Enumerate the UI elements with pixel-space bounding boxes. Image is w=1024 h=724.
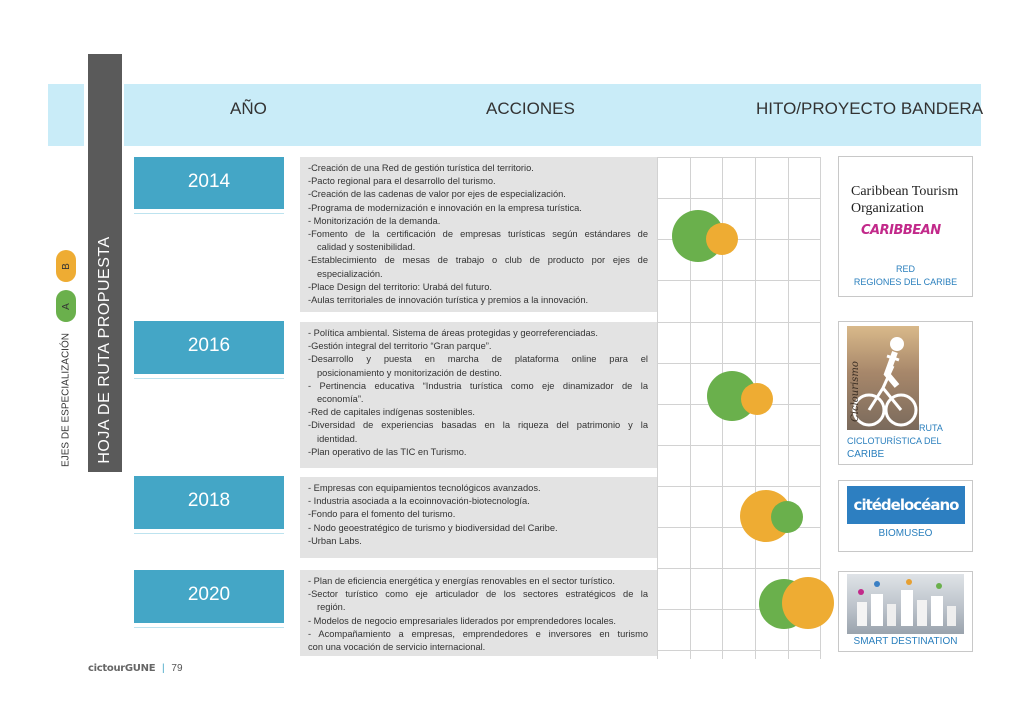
- cite-ocean-logo: citédelocéano: [847, 486, 965, 524]
- grid-hline: [657, 486, 820, 487]
- axis-b-badge: [56, 250, 76, 282]
- year-label: 2016: [187, 335, 231, 356]
- action-line: -Creación de una Red de gestión turística del territorio.: [308, 163, 534, 173]
- action-line: -Fondo para el fomento del turismo.: [308, 509, 456, 520]
- actions-2020: [300, 570, 657, 656]
- page-number: 79: [171, 663, 183, 674]
- action-line: - Política ambiental. Sistema de áreas protegidas y georreferenciadas.: [308, 328, 598, 338]
- action-line: - Empresas con equipamientos tecnológicos avanzados.: [308, 483, 541, 493]
- action-line: -Urban Labs.: [308, 535, 362, 546]
- action-line: - Plan de eficiencia energética y energías renovables en el sector turístico.: [308, 576, 615, 586]
- header-actions: ACCIONES: [486, 99, 575, 118]
- axis-b-text: B: [60, 262, 72, 270]
- brand-prefix: cic: [88, 663, 103, 674]
- year-box-2018: [134, 476, 284, 529]
- project-label-2016: [847, 422, 943, 461]
- brand-name: tourGUNE: [102, 663, 156, 674]
- axis-a-badge: [56, 290, 76, 322]
- action-line: economía”.: [317, 394, 364, 405]
- year-underline: [134, 627, 284, 628]
- project-card-2020: [838, 571, 973, 652]
- action-line: - Nodo geoestratégico de turismo y biodiversidad del Caribe.: [308, 522, 558, 533]
- action-line: -Creación de las cadenas de valor por ejes de especialización.: [308, 189, 566, 200]
- label-line: CARIBE: [847, 449, 885, 460]
- project-card-2014: [838, 156, 973, 297]
- action-line: -Red de capitales indígenas sostenibles.: [308, 407, 475, 418]
- grid-hline: [657, 322, 820, 323]
- grid-hline: [657, 198, 820, 199]
- grid-hline: [657, 363, 820, 364]
- label-line: REGIONES DEL CARIBE: [853, 277, 958, 287]
- action-line: identidad.: [317, 433, 358, 444]
- action-line: posicionamiento y monitorización de destino.: [317, 367, 503, 378]
- action-line: con una vocación de servicio internacional.: [308, 642, 486, 653]
- action-line: -Pacto regional para el desarrollo del turismo.: [308, 176, 496, 187]
- year-label: 2014: [187, 171, 231, 192]
- action-line: - Industria asociada a la ecoinnovación-biotecnología.: [308, 496, 530, 507]
- project-label-2018: BIOMUSEO: [878, 528, 933, 539]
- footer: [88, 663, 183, 674]
- cto-logo-line1: Caribbean Tourism: [851, 184, 959, 199]
- axis-a-text: A: [60, 302, 72, 310]
- action-line: especialización.: [317, 268, 383, 279]
- axis-b-circle-2020: [782, 577, 834, 629]
- action-line: -Aulas territoriales de innovación turística y premios a la innovación.: [308, 295, 589, 306]
- project-label-2020: SMART DESTINATION: [853, 636, 958, 647]
- project-card-2018: [838, 480, 973, 552]
- action-line: -Desarrollo y puesta en marcha de plataforma online para el: [308, 354, 648, 365]
- action-line: - Monitorización de la demanda.: [308, 215, 441, 226]
- grid-line: [657, 157, 658, 659]
- action-line: -Establecimiento de mesas de trabajo o club de producto por ejes de: [308, 255, 648, 266]
- city-icon: [847, 574, 964, 634]
- action-line: -Place Design del territorio: Urabá del futuro.: [308, 281, 492, 292]
- grid-hline: [657, 568, 820, 569]
- header-project: HITO/PROYECTO BANDERA: [756, 99, 984, 118]
- action-line: calidad y sostenibilidad.: [317, 242, 416, 253]
- year-underline: [134, 213, 284, 214]
- cto-logo-text: [851, 183, 971, 217]
- year-box-2014: [134, 157, 284, 209]
- header-bar-left: [48, 84, 84, 146]
- action-line: - Acompañamiento a empresas, emprendedores e inversores en turismo: [308, 628, 648, 639]
- axis-b-circle-2014: [706, 223, 738, 255]
- roadmap-title: HOJA DE RUTA PROPUESTA: [96, 236, 113, 464]
- grid-hline: [657, 280, 820, 281]
- action-line: -Plan operativo de las TIC en Turismo.: [308, 446, 467, 457]
- action-line: -Sector turístico como eje articulador de los sectores estratégicos de la: [308, 589, 648, 600]
- project-label-2014: [839, 263, 972, 289]
- cto-logo-line2: Organization: [851, 201, 924, 216]
- axis-a-circle-2018: [771, 501, 803, 533]
- label-line: RUTA: [919, 423, 943, 433]
- grid-hline: [657, 445, 820, 446]
- label-line: RED: [895, 264, 915, 274]
- action-line: -Fomento de la certificación de empresas turísticas según estándares de: [308, 229, 648, 240]
- action-line: - Modelos de negocio empresariales liderados por emprendedores locales.: [308, 615, 617, 626]
- year-box-2020: [134, 570, 284, 623]
- year-label: 2018: [187, 490, 231, 511]
- project-card-2016: [838, 321, 973, 465]
- action-line: - Pertinencia educativa “Industria turística como eje dinamizador de la: [308, 380, 648, 391]
- label-line: CICLOTURÍSTICA DEL: [847, 436, 942, 446]
- axis-b-circle-2016: [741, 383, 773, 415]
- year-label: 2020: [187, 584, 231, 605]
- year-box-2016: [134, 321, 284, 374]
- grid-hline: [657, 650, 820, 651]
- year-underline: [134, 378, 284, 379]
- actions-2018: [300, 477, 657, 558]
- footer-separator: |: [162, 663, 165, 674]
- action-line: región.: [317, 602, 346, 613]
- actions-2016: [300, 322, 657, 468]
- header-year: AÑO: [230, 99, 267, 118]
- caribbean-logo: CARIBBEAN: [861, 223, 941, 238]
- brand-logo: [88, 663, 155, 674]
- action-line: -Diversidad de experiencias basadas en la riqueza del patrimonio y la: [308, 420, 648, 431]
- year-underline: [134, 533, 284, 534]
- axes-label: EJES DE ESPECIALIZACIÓN: [60, 333, 72, 467]
- cycling-image: [847, 326, 919, 430]
- smart-city-image: [847, 574, 964, 634]
- actions-2014: [300, 157, 657, 312]
- action-line: -Gestión integral del territorio “Gran parque”.: [308, 341, 492, 352]
- cycling-image-text: Ciclourismo: [849, 361, 861, 422]
- grid-hline: [657, 157, 820, 158]
- action-line: -Programa de modernización e innovación en la empresa turística.: [308, 202, 582, 213]
